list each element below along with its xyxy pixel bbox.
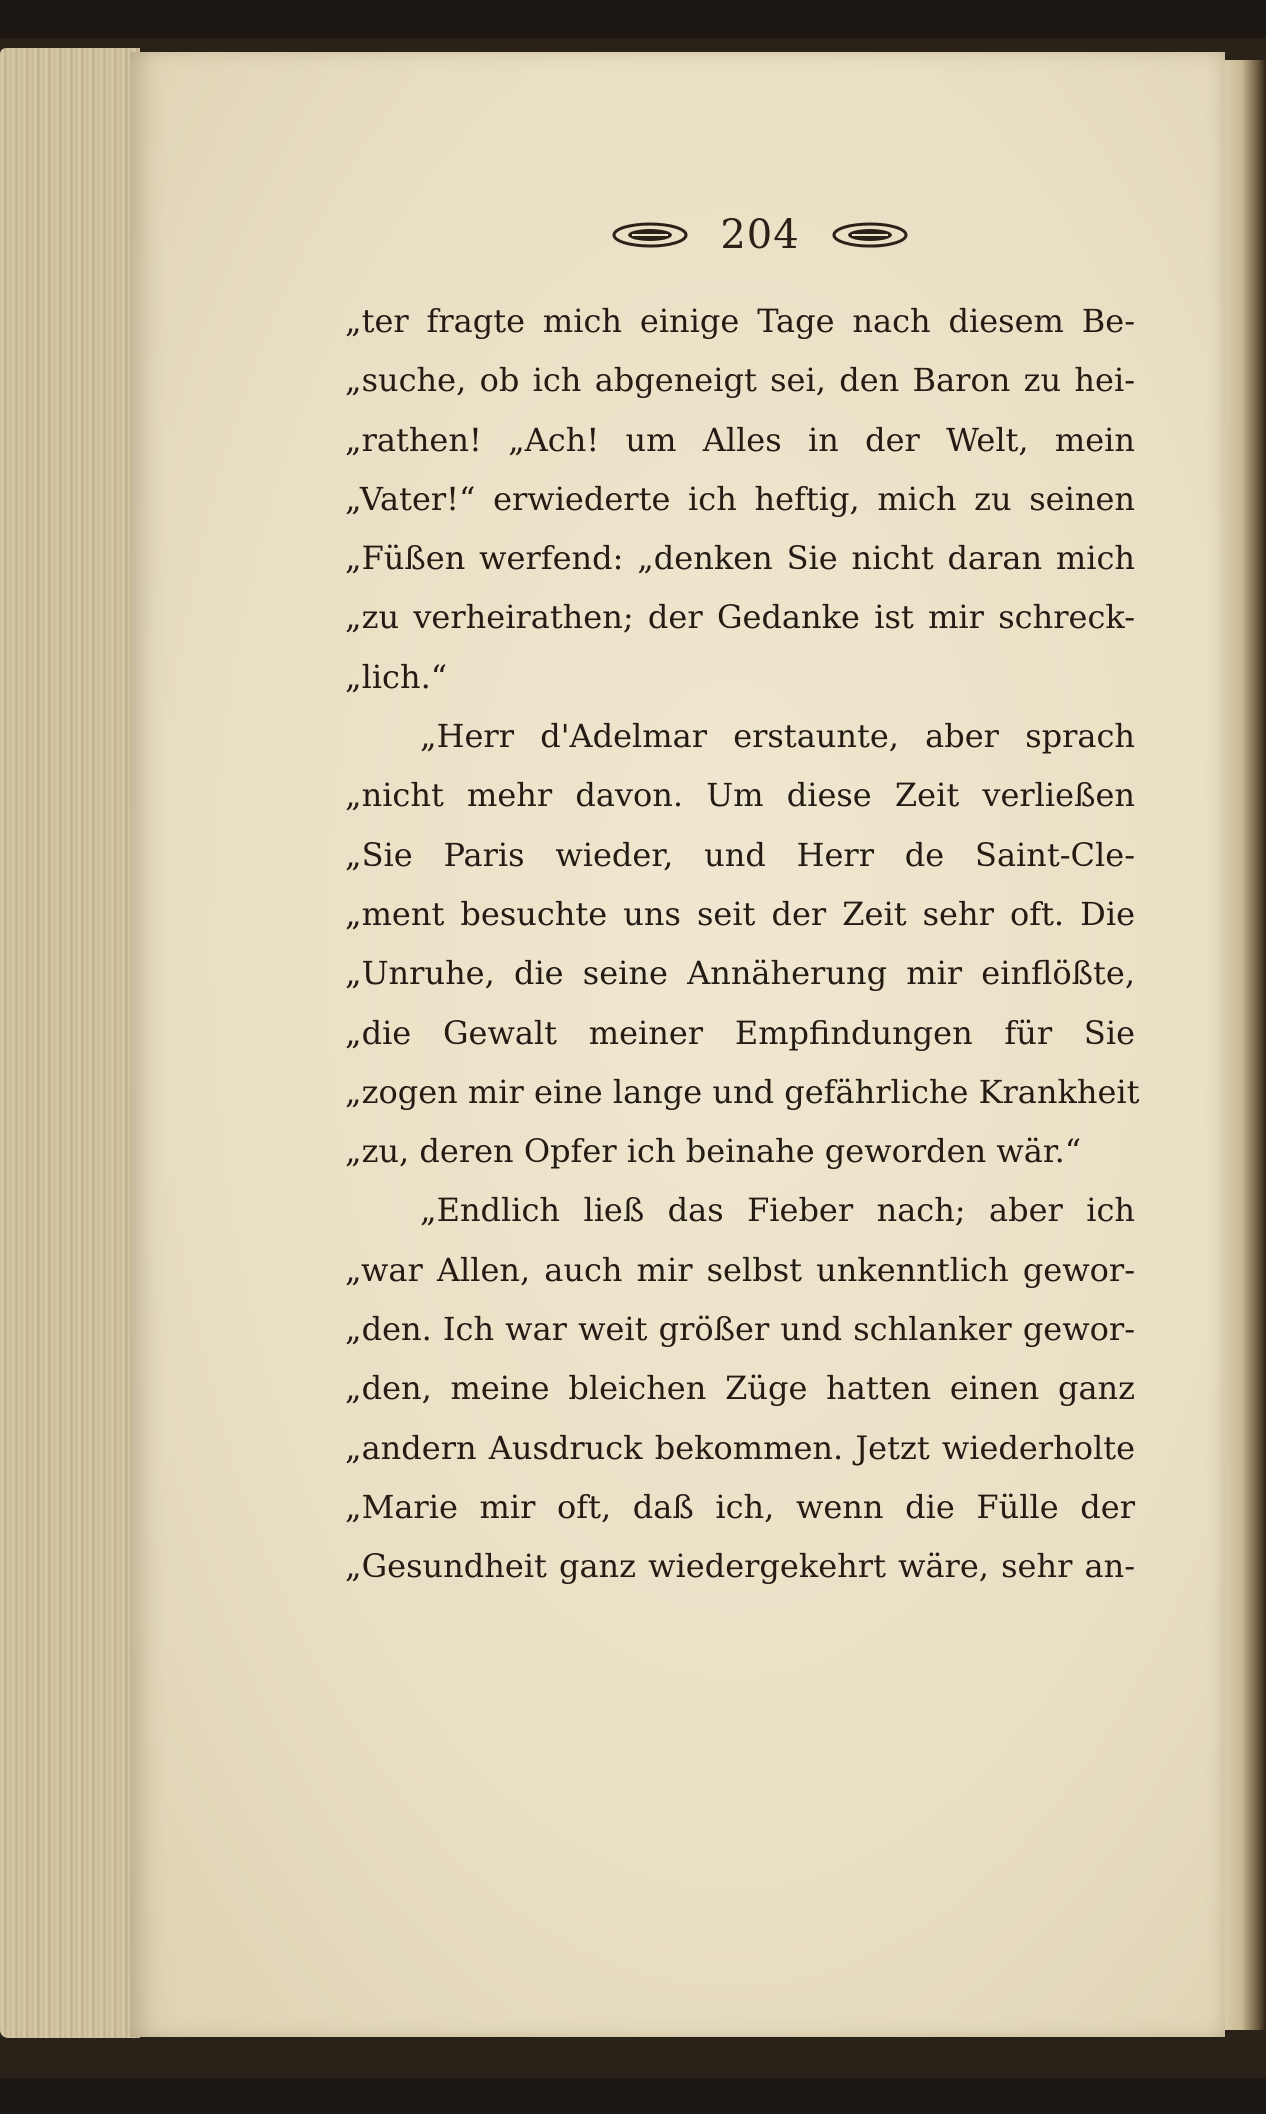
right-ornament-icon — [830, 220, 910, 250]
text-line: „Füßen werfend: „denken Sie nicht daran mich — [345, 539, 1135, 578]
text-line: „war Allen, auch mir selbst unkenntlich gewor- — [345, 1250, 1135, 1289]
text-line: „Gesundheit ganz wiedergekehrt wäre, sehr an- — [345, 1547, 1135, 1586]
text-line: „Endlich ließ das Fieber nach; aber ich — [420, 1191, 1135, 1230]
text-line: „die Gewalt meiner Empfindungen für Sie — [345, 1013, 1135, 1052]
page-header — [600, 205, 920, 265]
text-line: „Herr d'Adelmar erstaunte, aber sprach — [420, 717, 1135, 756]
text-line: „lich.“ — [345, 657, 448, 696]
text-line: „ter fragte mich einige Tage nach diesem Be- — [345, 302, 1135, 340]
text-line: „zogen mir eine lange und gefährliche Krankheit — [345, 1072, 1140, 1111]
text-line: „rathen! „Ach! um Alles in der Welt, mein — [345, 420, 1135, 459]
text-line: „Sie Paris wieder, und Herr de Saint-Cle- — [345, 835, 1135, 874]
page-gutter — [1225, 60, 1266, 2030]
left-ornament-icon — [610, 220, 690, 250]
page-edges — [0, 48, 140, 2038]
body-text — [345, 292, 1140, 1597]
text-line: „nicht mehr davon. Um diese Zeit verließen — [345, 776, 1135, 815]
text-line: „Unruhe, die seine Annäherung mir einflößte, — [345, 954, 1135, 993]
text-line: „ment besuchte uns seit der Zeit sehr oft. Die — [345, 894, 1135, 933]
text-line: „den, meine bleichen Züge hatten einen ganz — [345, 1369, 1135, 1408]
text-line: „Marie mir oft, daß ich, wenn die Fülle der — [345, 1487, 1135, 1526]
text-line: „andern Ausdruck bekommen. Jetzt wiederholte — [345, 1428, 1135, 1467]
text-line: „zu verheirathen; der Gedanke ist mir schreck- — [345, 598, 1135, 637]
text-line: „suche, ob ich abgeneigt sei, den Baron zu hei- — [345, 361, 1135, 400]
text-line: „Vater!“ erwiederte ich heftig, mich zu seinen — [345, 479, 1135, 518]
text-line: „zu, deren Opfer ich beinahe geworden wär.“ — [345, 1132, 1082, 1171]
text-line: „den. Ich war weit größer und schlanker gewor- — [345, 1310, 1135, 1349]
page-number: 204 — [720, 212, 800, 258]
